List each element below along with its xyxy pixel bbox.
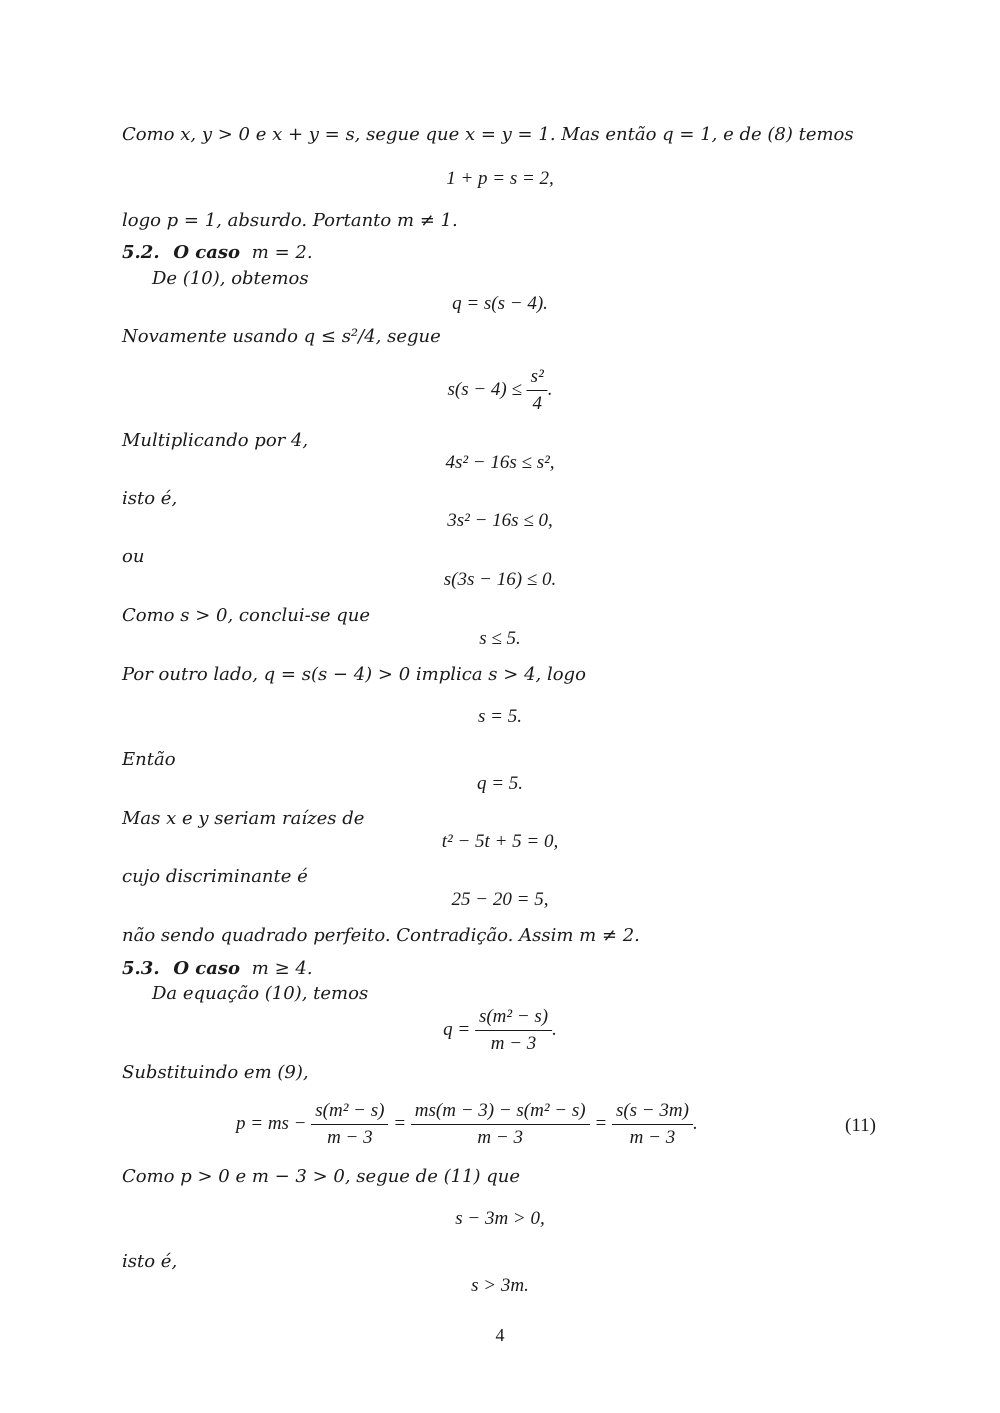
text-line: Por outro lado, q = s(s − 4) > 0 implica s > 4, logo bbox=[122, 664, 586, 685]
equation-fraction bbox=[443, 1006, 557, 1055]
equation: q = s(s − 4). bbox=[452, 293, 548, 314]
equation-lhs: s(s − 4) ≤ bbox=[447, 378, 522, 400]
equation-number: (11) bbox=[845, 1115, 876, 1136]
fraction-denominator: m − 3 bbox=[327, 1127, 373, 1148]
fraction bbox=[411, 1100, 590, 1149]
text-line: Como s > 0, conclui-se que bbox=[122, 605, 371, 626]
equation-lhs: q = bbox=[443, 1018, 471, 1040]
equation: 25 − 20 = 5, bbox=[451, 889, 549, 910]
fraction-denominator: m − 3 bbox=[477, 1127, 523, 1148]
fraction bbox=[527, 366, 548, 415]
equation: q = 5. bbox=[476, 773, 524, 794]
fraction-denominator: m − 3 bbox=[629, 1127, 676, 1148]
text-line: Como p > 0 e m − 3 > 0, segue de (11) que bbox=[122, 1166, 521, 1187]
section-title: O caso bbox=[173, 242, 241, 263]
equation-end: . bbox=[692, 1112, 698, 1134]
equation: s = 5. bbox=[478, 706, 522, 727]
section-math: m ≥ 4. bbox=[251, 958, 313, 979]
equation-11 bbox=[236, 1100, 698, 1149]
section-heading-5-3 bbox=[122, 958, 313, 980]
section-number: 5.3. bbox=[122, 958, 160, 979]
equation-end: . bbox=[552, 1018, 557, 1040]
equals-sign: = bbox=[594, 1112, 608, 1134]
text-line: Mas x e y seriam raízes de bbox=[122, 808, 365, 829]
text-line: isto é, bbox=[122, 1251, 178, 1272]
equation-lhs: p = ms − bbox=[236, 1112, 307, 1134]
fraction-denominator: 4 bbox=[532, 393, 542, 414]
text-line: ou bbox=[122, 546, 145, 567]
fraction-numerator: s(s − 3m) bbox=[612, 1100, 693, 1125]
equation: 4s² − 16s ≤ s², bbox=[445, 452, 555, 473]
text-line: logo p = 1, absurdo. Portanto m ≠ 1. bbox=[122, 210, 458, 231]
equation: s(3s − 16) ≤ 0. bbox=[443, 569, 557, 590]
section-math: m = 2. bbox=[251, 242, 313, 263]
text-line: Da equação (10), temos bbox=[152, 983, 369, 1004]
equation-end: . bbox=[547, 378, 553, 400]
text-line: De (10), obtemos bbox=[152, 268, 309, 289]
equation: s ≤ 5. bbox=[479, 628, 521, 649]
fraction-numerator: ms(m − 3) − s(m² − s) bbox=[411, 1100, 590, 1125]
text-line: não sendo quadrado perfeito. Contradição. Assim m ≠ 2. bbox=[122, 925, 640, 946]
equation-fraction bbox=[447, 366, 552, 415]
fraction bbox=[475, 1006, 552, 1055]
fraction-numerator: s² bbox=[527, 366, 548, 391]
fraction-numerator: s(m² − s) bbox=[475, 1006, 552, 1031]
equation: 3s² − 16s ≤ 0, bbox=[447, 510, 553, 531]
text-line: cujo discriminante é bbox=[122, 866, 308, 887]
fraction-numerator: s(m² − s) bbox=[311, 1100, 388, 1125]
fraction-denominator: m − 3 bbox=[490, 1033, 537, 1054]
page-number: 4 bbox=[495, 1325, 505, 1345]
equation: s − 3m > 0, bbox=[455, 1208, 545, 1229]
fraction bbox=[612, 1100, 693, 1149]
text-line: isto é, bbox=[122, 488, 178, 509]
text-line: Então bbox=[122, 749, 176, 770]
equation: s > 3m. bbox=[471, 1275, 529, 1296]
text-line: Substituindo em (9), bbox=[122, 1062, 309, 1083]
section-number: 5.2. bbox=[122, 242, 160, 263]
equation: t² − 5t + 5 = 0, bbox=[441, 831, 559, 852]
section-title: O caso bbox=[173, 958, 241, 979]
text-line: Novamente usando q ≤ s²/4, segue bbox=[122, 326, 441, 347]
section-heading-5-2 bbox=[122, 242, 313, 264]
text-line: Como x, y > 0 e x + y = s, segue que x = y = 1. Mas então q = 1, e de (8) temos bbox=[122, 124, 854, 145]
equals-sign: = bbox=[393, 1112, 407, 1134]
fraction bbox=[311, 1100, 388, 1149]
equation: 1 + p = s = 2, bbox=[446, 168, 554, 189]
text-line: Multiplicando por 4, bbox=[122, 430, 309, 451]
